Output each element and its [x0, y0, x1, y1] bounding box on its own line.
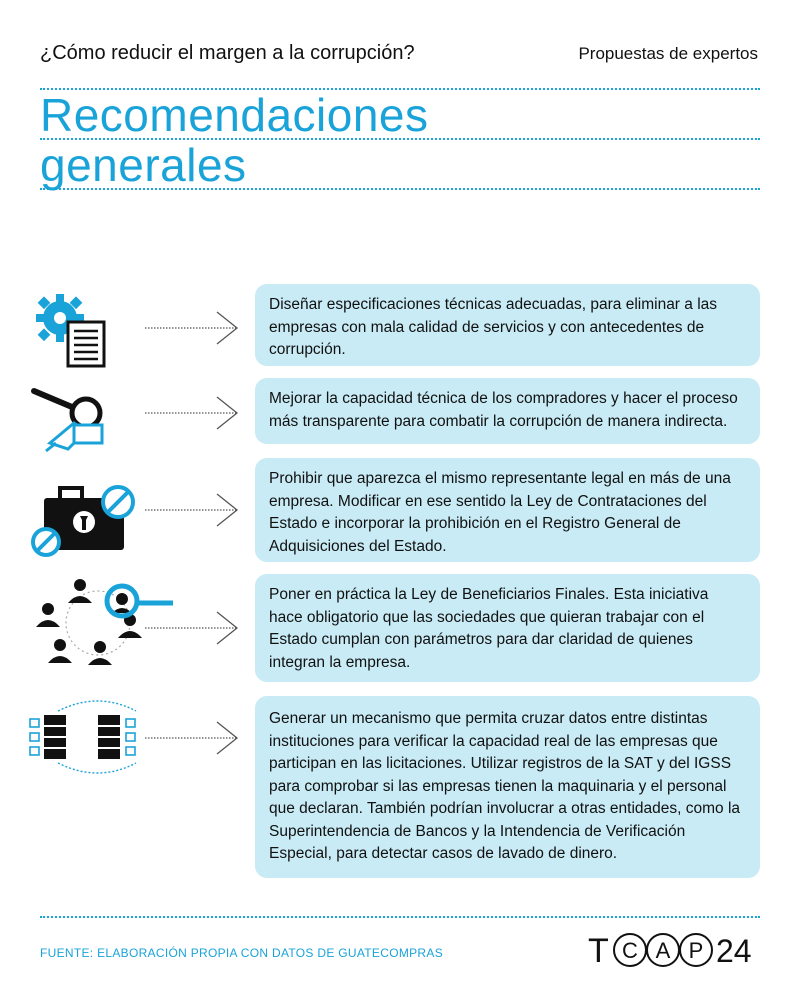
footer-source: FUENTE: ELABORACIÓN PROPIA CON DATOS DE GUATECOMPRAS: [40, 946, 443, 960]
recommendation-card-1: Diseñar especificaciones técnicas adecuadas, para eliminar a las empresas con mala calidad de servicios y con antecedentes de corrupción.: [255, 284, 760, 366]
logo-letter-a: A: [655, 938, 671, 963]
header-tag: Propuestas de expertos: [578, 44, 758, 63]
divider-title-bottom: [40, 188, 760, 190]
logo-number: 24: [716, 933, 752, 969]
logo-letter-c: C: [622, 938, 638, 963]
header-question: ¿Cómo reducir el margen a la corrupción?: [40, 42, 415, 64]
arrow-icon: [145, 492, 245, 528]
page-title-line-1: Recomendaciones: [40, 89, 429, 141]
page-title-line-2: generales: [40, 139, 247, 191]
arrow-icon: [145, 395, 245, 431]
logo-letter-t: T: [588, 932, 609, 970]
recommendation-card-3: Prohibir que aparezca el mismo representante legal en más de una empresa. Modificar en ese sentido la Ley de Contrataciones del Estado e incorporar la prohibición en el Registro General de Adquisiciones del Estado.: [255, 458, 760, 562]
recommendation-card-2: Mejorar la capacidad técnica de los compradores y hacer el proceso más transparente para combatir la corrupción de manera indirecta.: [255, 378, 760, 444]
recommendation-card-4: Poner en práctica la Ley de Beneficiarios Finales. Esta iniciativa hace obligatorio que las sociedades que quieran trabajar con el Estado cumplan con parámetros para dar claridad de quienes integran la empresa.: [255, 574, 760, 682]
logo-letter-p: P: [688, 938, 704, 963]
arrow-icon: [145, 310, 245, 346]
tcap24-logo: [588, 930, 763, 970]
arrow-icon: [145, 720, 245, 756]
recommendation-card-5: Generar un mecanismo que permita cruzar datos entre distintas instituciones para verificar la capacidad real de las empresas que participan en las licitaciones. Utilizar registros de la SAT y del IGSS para comprobar si las empresas tienen la maquinaria y el personal que declaran. También podrían involucrar a otras entidades, como la Superintendencia de Bancos y la Intendencia de Verificación Especial, para detectar casos de lavado de dinero.: [255, 696, 760, 878]
arrow-icon: [145, 610, 245, 646]
divider-footer: [40, 916, 760, 918]
